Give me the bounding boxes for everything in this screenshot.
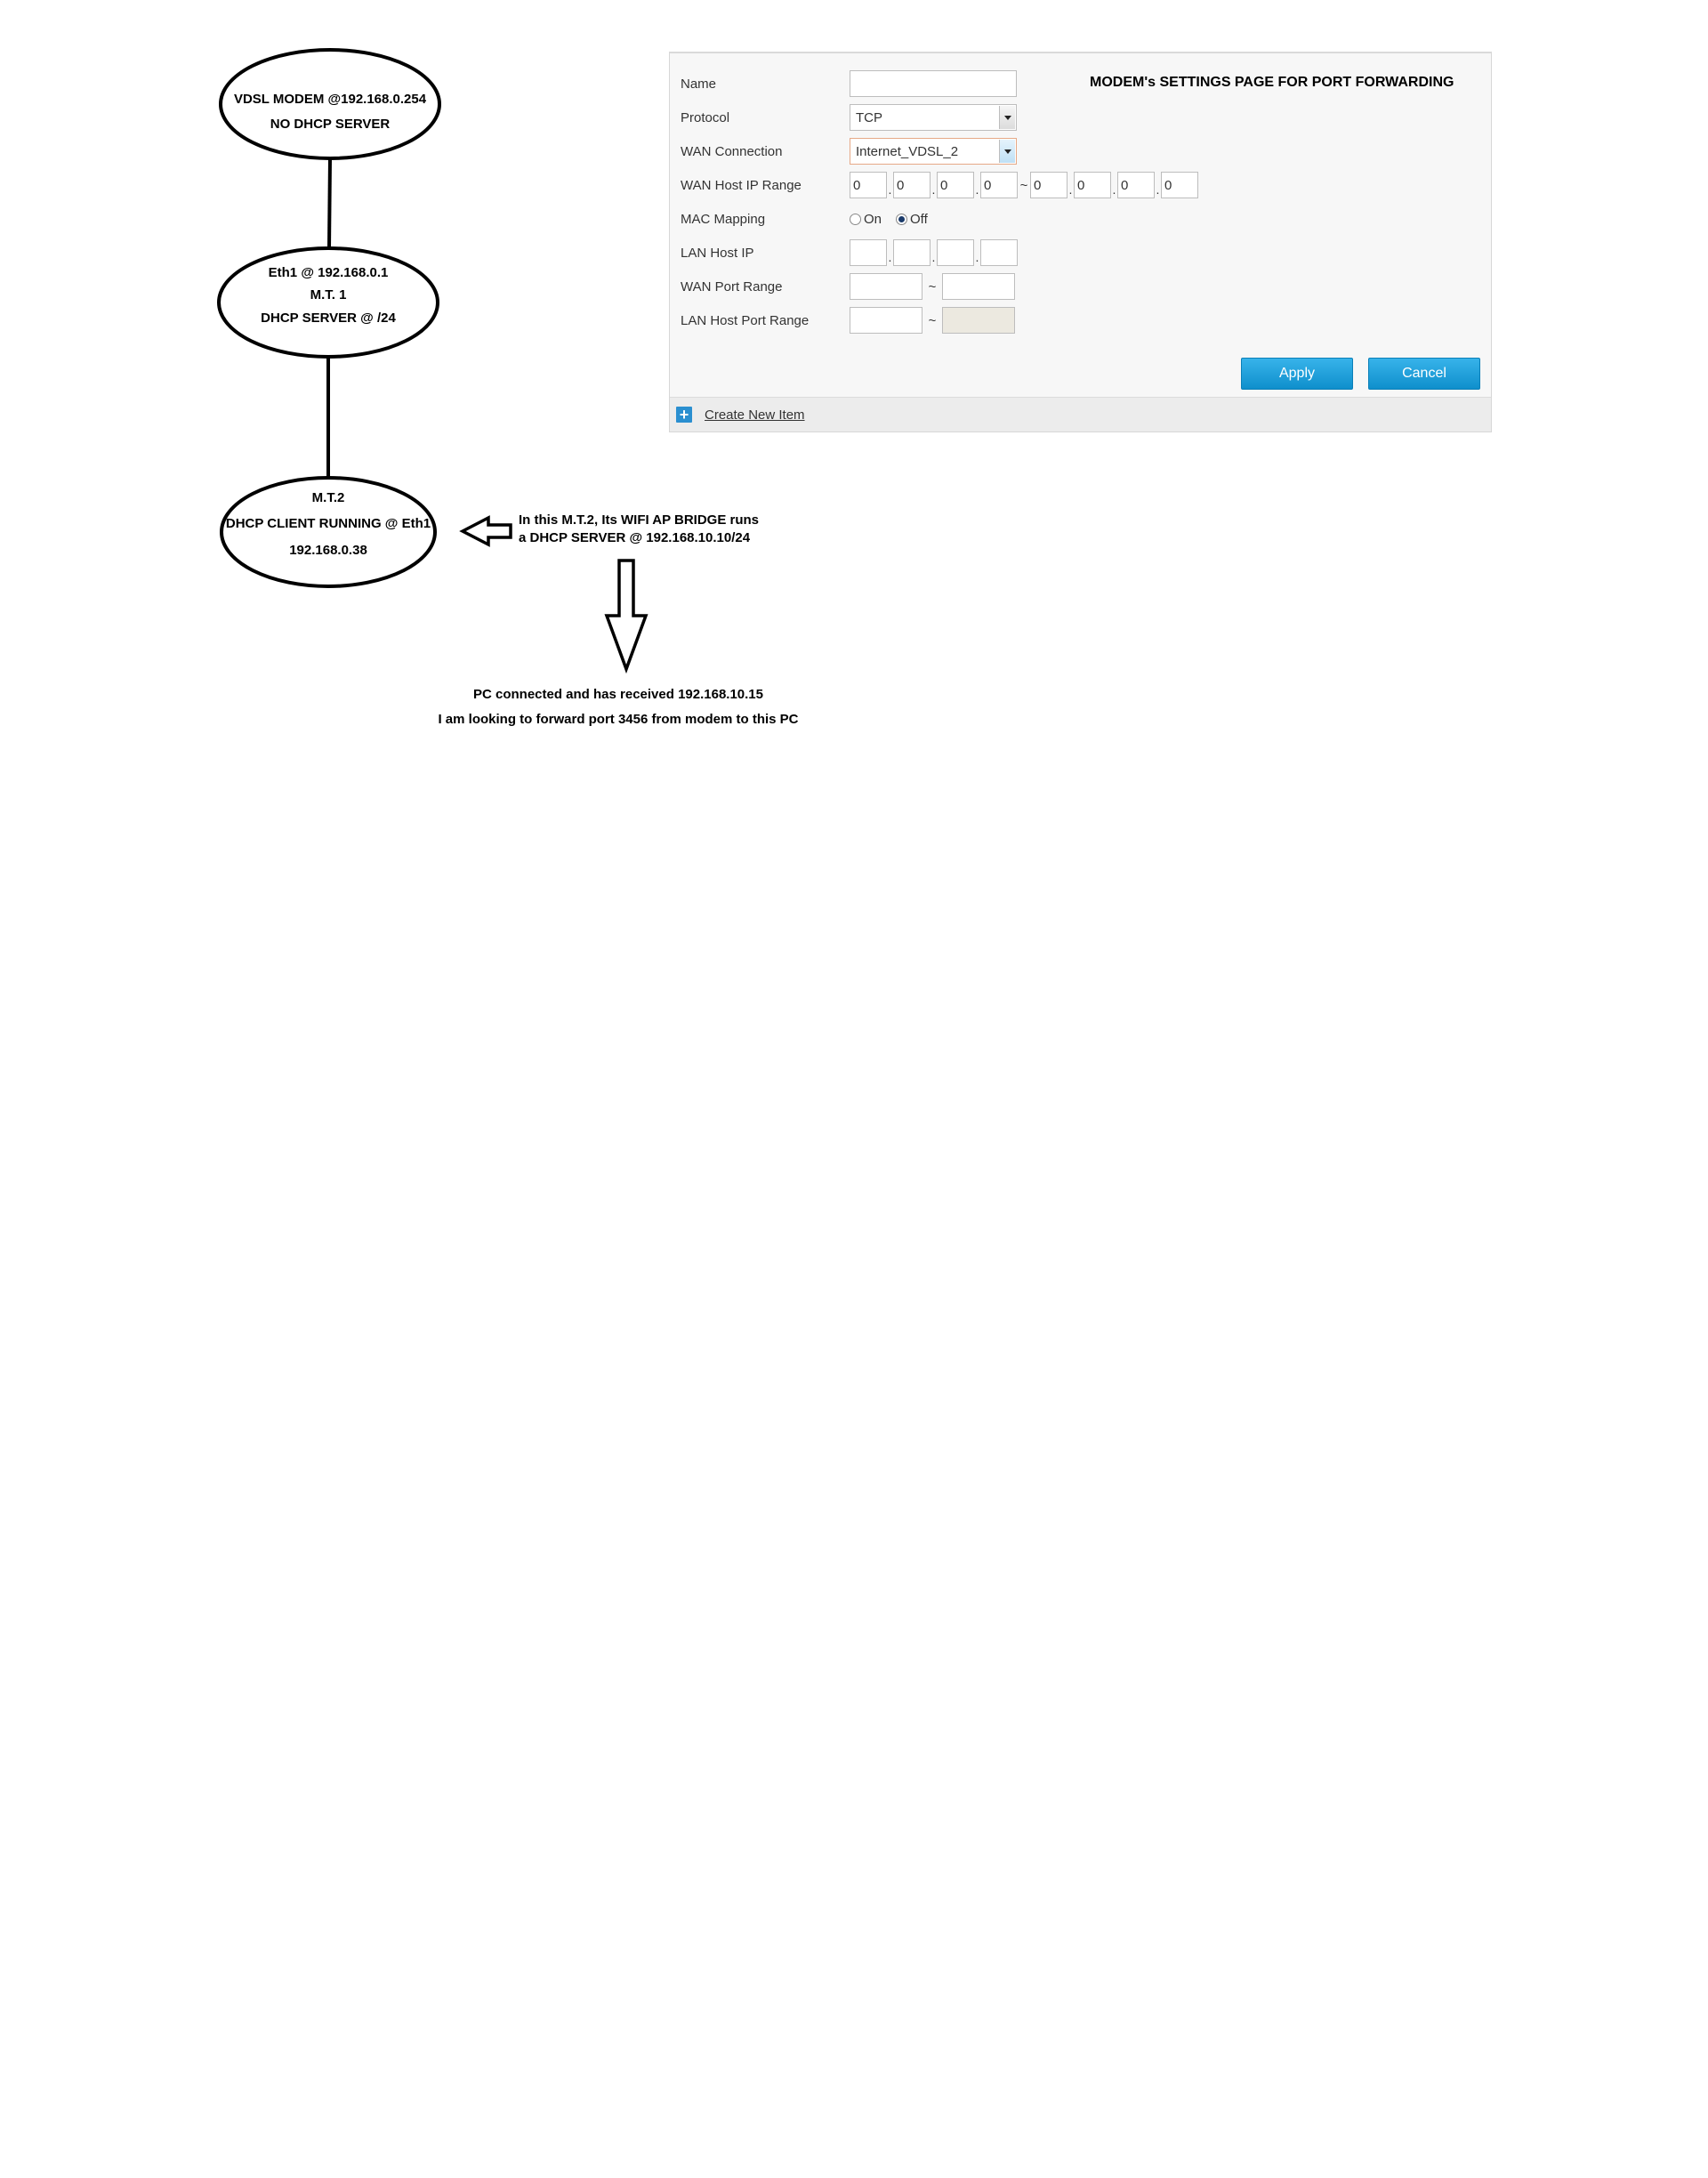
- panel-footer: [670, 397, 1491, 432]
- mt2-node-text: [222, 489, 435, 560]
- mt2-line-3: 192.168.0.38: [289, 542, 367, 558]
- wan-host-ip-range-label: WAN Host IP Range: [681, 177, 802, 193]
- row-lan-host-port-range: [681, 304, 1015, 336]
- ip-separator: .: [1112, 182, 1116, 197]
- wan-port-end-input[interactable]: [942, 273, 1015, 300]
- wan-ip-start-octet-2[interactable]: 0: [893, 172, 931, 198]
- mac-mapping-on-label: On: [864, 211, 882, 227]
- protocol-value: TCP: [856, 109, 882, 125]
- wan-connection-select[interactable]: [850, 138, 1017, 165]
- lan-ip-octet-3[interactable]: [937, 239, 974, 266]
- mt1-line-1: Eth1 @ 192.168.0.1: [268, 265, 389, 280]
- ip-separator: .: [888, 182, 892, 197]
- mt2-line-2: DHCP CLIENT RUNNING @ Eth1: [225, 516, 431, 532]
- bridge-note-line-2: a DHCP SERVER @ 192.168.10.10/24: [519, 530, 751, 546]
- ip-separator: .: [931, 250, 936, 264]
- mac-mapping-off-label: Off: [910, 211, 928, 227]
- plus-icon[interactable]: +: [676, 407, 692, 423]
- down-arrow-icon: [607, 561, 646, 669]
- wan-ip-end-octet-3[interactable]: 0: [1117, 172, 1155, 198]
- chevron-down-icon[interactable]: [999, 140, 1015, 163]
- protocol-select[interactable]: [850, 104, 1017, 131]
- name-input[interactable]: [850, 70, 1017, 97]
- mac-mapping-radio-group: [850, 212, 928, 227]
- mt2-line-1: M.T.2: [311, 490, 345, 505]
- bridge-note-line-1: In this M.T.2, Its WIFI AP BRIDGE runs: [519, 512, 760, 528]
- wan-ip-end-octet-1[interactable]: 0: [1030, 172, 1068, 198]
- ip-separator: .: [1156, 182, 1160, 197]
- wan-ip-start-octet-3[interactable]: 0: [937, 172, 974, 198]
- row-name: [681, 68, 1017, 100]
- row-wan-port-range: [681, 270, 1015, 302]
- mac-mapping-label: MAC Mapping: [681, 211, 766, 227]
- mt1-line-3: DHCP SERVER @ /24: [261, 310, 396, 326]
- ip-separator: .: [888, 250, 892, 264]
- protocol-label: Protocol: [681, 109, 730, 125]
- modem-line-1: VDSL MODEM @192.168.0.254: [233, 92, 427, 107]
- wan-connection-label: WAN Connection: [681, 143, 783, 159]
- lan-ip-octet-4[interactable]: [980, 239, 1018, 266]
- ip-separator: .: [975, 182, 979, 197]
- row-wan-host-ip-range: [681, 169, 1198, 201]
- panel-title: MODEM's SETTINGS PAGE FOR PORT FORWARDING: [1090, 75, 1454, 90]
- modem-node-text: [221, 91, 439, 134]
- lan-host-port-range-label: LAN Host Port Range: [681, 312, 810, 328]
- range-separator: ~: [928, 278, 937, 294]
- row-protocol: [681, 101, 1017, 133]
- port-forwarding-panel: [669, 52, 1492, 432]
- wan-port-range-label: WAN Port Range: [681, 278, 783, 294]
- left-arrow-icon: [463, 518, 511, 544]
- row-lan-host-ip: [681, 237, 1018, 269]
- range-separator: ~: [1019, 177, 1028, 193]
- link-modem-mt1: [329, 158, 330, 248]
- wan-ip-end-octet-4[interactable]: 0: [1161, 172, 1198, 198]
- lan-ip-octet-1[interactable]: [850, 239, 887, 266]
- wan-ip-start-octet-1[interactable]: 0: [850, 172, 887, 198]
- ip-separator: .: [1068, 182, 1073, 197]
- wan-connection-value: Internet_VDSL_2: [856, 143, 959, 159]
- apply-button[interactable]: Apply: [1241, 358, 1353, 390]
- cancel-button[interactable]: Cancel: [1368, 358, 1480, 390]
- name-label: Name: [681, 76, 717, 92]
- ip-separator: .: [931, 182, 936, 197]
- range-separator: ~: [928, 312, 937, 328]
- mt1-line-2: M.T. 1: [310, 287, 347, 303]
- mac-mapping-off-radio[interactable]: [896, 214, 907, 225]
- row-mac-mapping: [681, 203, 928, 235]
- pc-note-line-2: I am looking to forward port 3456 from modem to this PC: [438, 712, 799, 728]
- pc-note-line-1: PC connected and has received 192.168.10.15: [472, 687, 763, 702]
- lan-port-end-input: [942, 307, 1015, 334]
- lan-port-start-input[interactable]: [850, 307, 922, 334]
- ip-separator: .: [975, 250, 979, 264]
- lan-ip-octet-2[interactable]: [893, 239, 931, 266]
- bridge-note: [519, 512, 759, 548]
- chevron-down-icon[interactable]: [999, 106, 1015, 129]
- wan-ip-end-octet-2[interactable]: 0: [1074, 172, 1111, 198]
- modem-line-2: NO DHCP SERVER: [270, 117, 391, 133]
- lan-host-ip-label: LAN Host IP: [681, 245, 754, 261]
- mt1-node-text: [219, 264, 438, 327]
- pc-note: [391, 686, 845, 730]
- create-new-item-link[interactable]: Create New Item: [705, 407, 805, 423]
- wan-port-start-input[interactable]: [850, 273, 922, 300]
- mac-mapping-on-radio[interactable]: [850, 214, 861, 225]
- row-wan-connection: [681, 135, 1017, 167]
- wan-ip-start-octet-4[interactable]: 0: [980, 172, 1018, 198]
